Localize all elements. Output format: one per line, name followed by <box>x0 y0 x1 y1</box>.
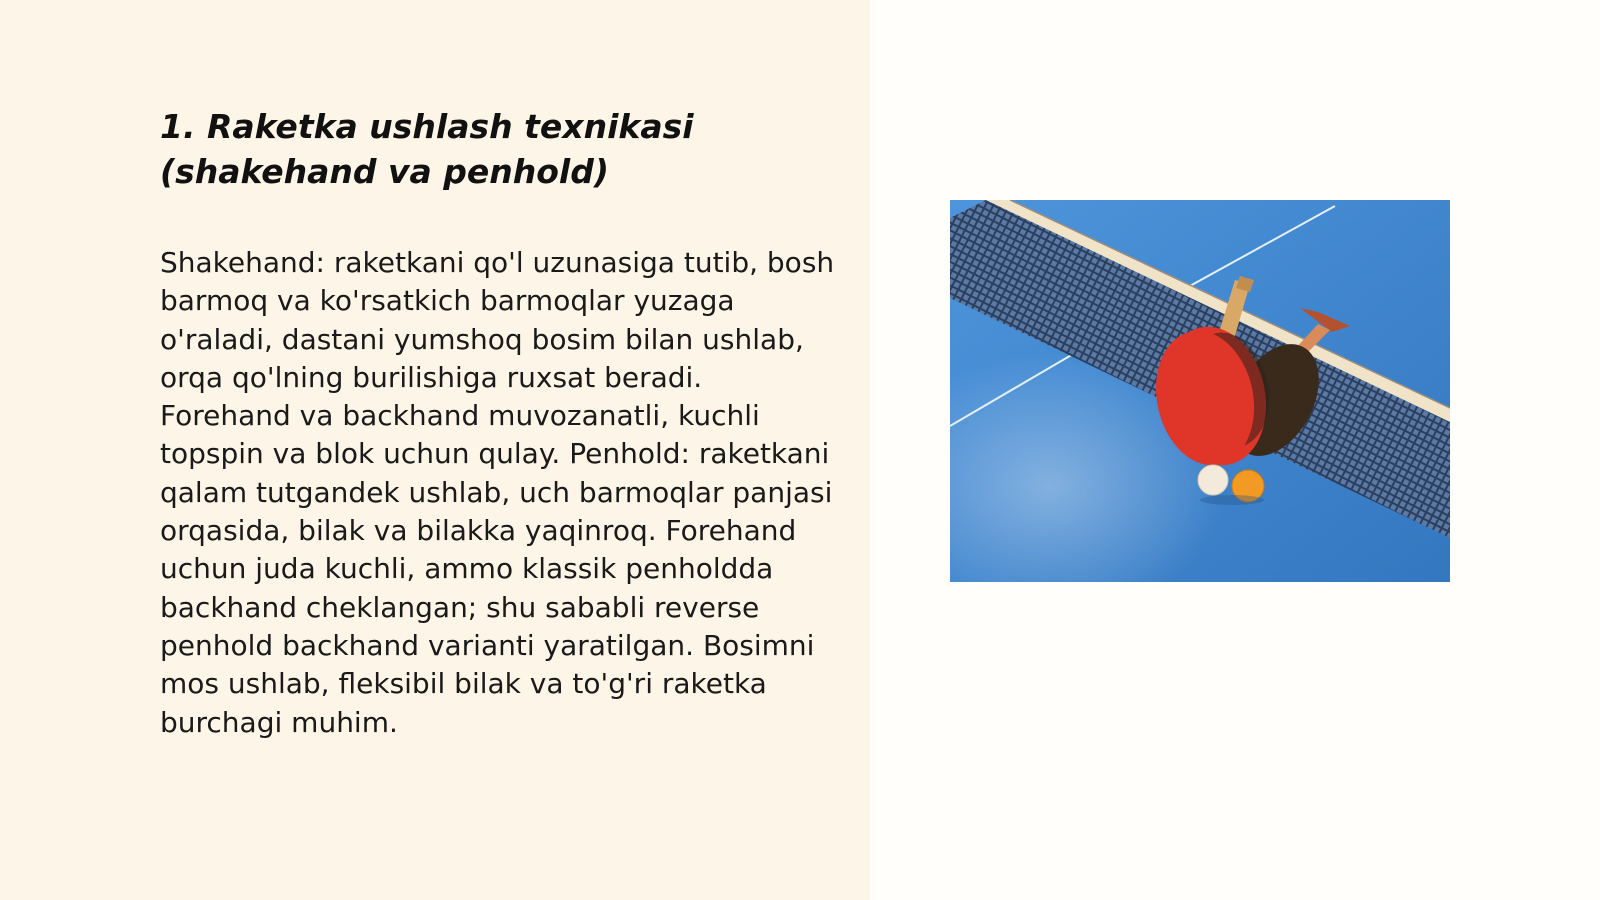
ping-pong-illustration <box>950 200 1450 582</box>
white-ball <box>1198 465 1228 495</box>
slide-body-text: Shakehand: raketkani qo'l uzunasiga tutib, bosh barmoq va ko'rsatkich barmoqlar yuzaga o'raladi, dastani yumshoq bosim bilan ushlab, orqa qo'lning burilishiga ruxsat beradi. Forehand va backhand muvozanatli, kuchli topspin va blok uchun qulay. Penhold: raketkani qalam tutgandek ushlab, uch barmoqlar panjasi orqasida, bilak va bilakka yaqinroq. Forehand uchun juda kuchli, ammo klassik penholdda backhand cheklangan; shu sababli reverse penhold backhand varianti yaratilgan. Bosimni mos ushlab, fleksibil bilak va to'g'ri raketka burchagi muhim. <box>160 246 835 739</box>
ball-shadow <box>1200 495 1264 505</box>
ping-pong-photo <box>950 200 1450 582</box>
slide-title: 1. Raketka ushlash texnikasi (shakehand va penhold) <box>160 107 694 191</box>
